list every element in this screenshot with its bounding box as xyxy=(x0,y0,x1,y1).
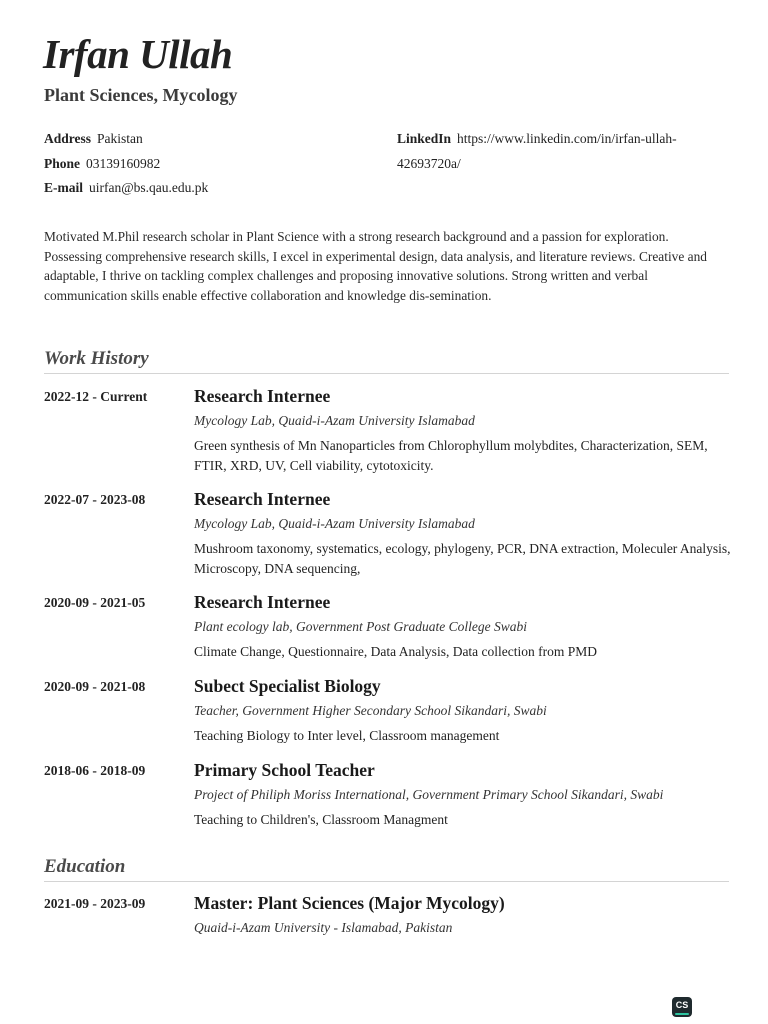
contact-left xyxy=(44,127,208,201)
education-entry-org: Quaid-i-Azam University - Islamabad, Pakistan xyxy=(194,920,453,935)
address-label: Address xyxy=(44,131,92,146)
work-entry-org: Project of Philiph Moriss International, Government Primary School Sikandari, Swabi xyxy=(194,787,664,802)
work-history-heading: Work History xyxy=(44,348,149,369)
work-entry-title: Subect Specialist Biology xyxy=(194,676,381,696)
cs-app-icon: CS xyxy=(672,997,692,1017)
email-row xyxy=(44,176,208,201)
linkedin-label: LinkedIn xyxy=(397,131,452,146)
work-entry-title: Research Internee xyxy=(194,386,331,406)
work-entry-title: Primary School Teacher xyxy=(194,760,375,780)
work-entry-desc: Green synthesis of Mn Nanoparticles from Chlorophyllum molybdites, Characterization, SEM, FTIR, XRD, UV, Cell viability, cytotoxicity. xyxy=(194,438,708,473)
email-label: E-mail xyxy=(44,180,83,195)
linkedin-url-line2[interactable]: 42693720a/ xyxy=(397,155,461,171)
education-heading: Education xyxy=(44,856,126,877)
work-entry-org: Mycology Lab, Quaid-i-Azam University Islamabad xyxy=(194,516,475,531)
linkedin-url-line1[interactable]: https://www.linkedin.com/in/irfan-ullah- xyxy=(457,131,677,146)
phone-label: Phone xyxy=(44,155,81,171)
work-entry-date: 2018-06 - 2018-09 xyxy=(44,763,146,778)
work-entry-desc: Teaching to Children's, Classroom Managment xyxy=(194,812,448,827)
work-entry-org: Teacher, Government Higher Secondary School Sikandari, Swabi xyxy=(194,703,547,718)
address-row xyxy=(44,127,208,152)
education-entry-title: Master: Plant Sciences (Major Mycology) xyxy=(194,893,505,913)
education-entry-date: 2021-09 - 2023-09 xyxy=(44,896,146,911)
work-entry-desc: Climate Change, Questionnaire, Data Analysis, Data collection from PMD xyxy=(194,644,598,659)
work-entry-date: 2020-09 - 2021-05 xyxy=(44,595,146,610)
phone-row xyxy=(44,152,208,177)
education-divider xyxy=(44,881,729,882)
address-value: Pakistan xyxy=(97,131,143,146)
contact-right xyxy=(397,127,727,176)
candidate-name: Irfan Ullah xyxy=(43,31,233,77)
work-entry-date: 2022-12 - Current xyxy=(44,389,148,404)
work-entry-org: Plant ecology lab, Government Post Graduate College Swabi xyxy=(194,619,527,634)
linkedin-row xyxy=(397,127,727,152)
work-entry-org: Mycology Lab, Quaid-i-Azam University Islamabad xyxy=(194,413,475,428)
work-entry-date: 2020-09 - 2021-08 xyxy=(44,679,146,694)
work-entry-desc: Teaching Biology to Inter level, Classroom management xyxy=(194,728,500,743)
work-history-divider xyxy=(44,373,729,374)
phone-value: 03139160982 xyxy=(86,155,161,171)
work-entry-desc: Mushroom taxonomy, systematics, ecology, phylogeny, PCR, DNA extraction, Moleculer Analysis, Microscopy, DNA sequencing, xyxy=(194,541,731,576)
candidate-subtitle: Plant Sciences, Mycology xyxy=(44,85,238,105)
work-entry-title: Research Internee xyxy=(194,592,331,612)
work-entry-date: 2022-07 - 2023-08 xyxy=(44,492,146,507)
email-value[interactable]: uirfan@bs.qau.edu.pk xyxy=(89,180,209,195)
work-entry-title: Research Internee xyxy=(194,489,331,509)
professional-summary: Motivated M.Phil research scholar in Plant Science with a strong research background and a passion for exploration. Possessing comprehensive research skills, I excel in experimental design, data analysis, and literature reviews. Creative and adaptable, I thrive on tackling complex challenges and proposing innovative solutions. Strong written and verbal communication skills enable effective collaboration and knowledge dis-semination. xyxy=(44,229,707,303)
